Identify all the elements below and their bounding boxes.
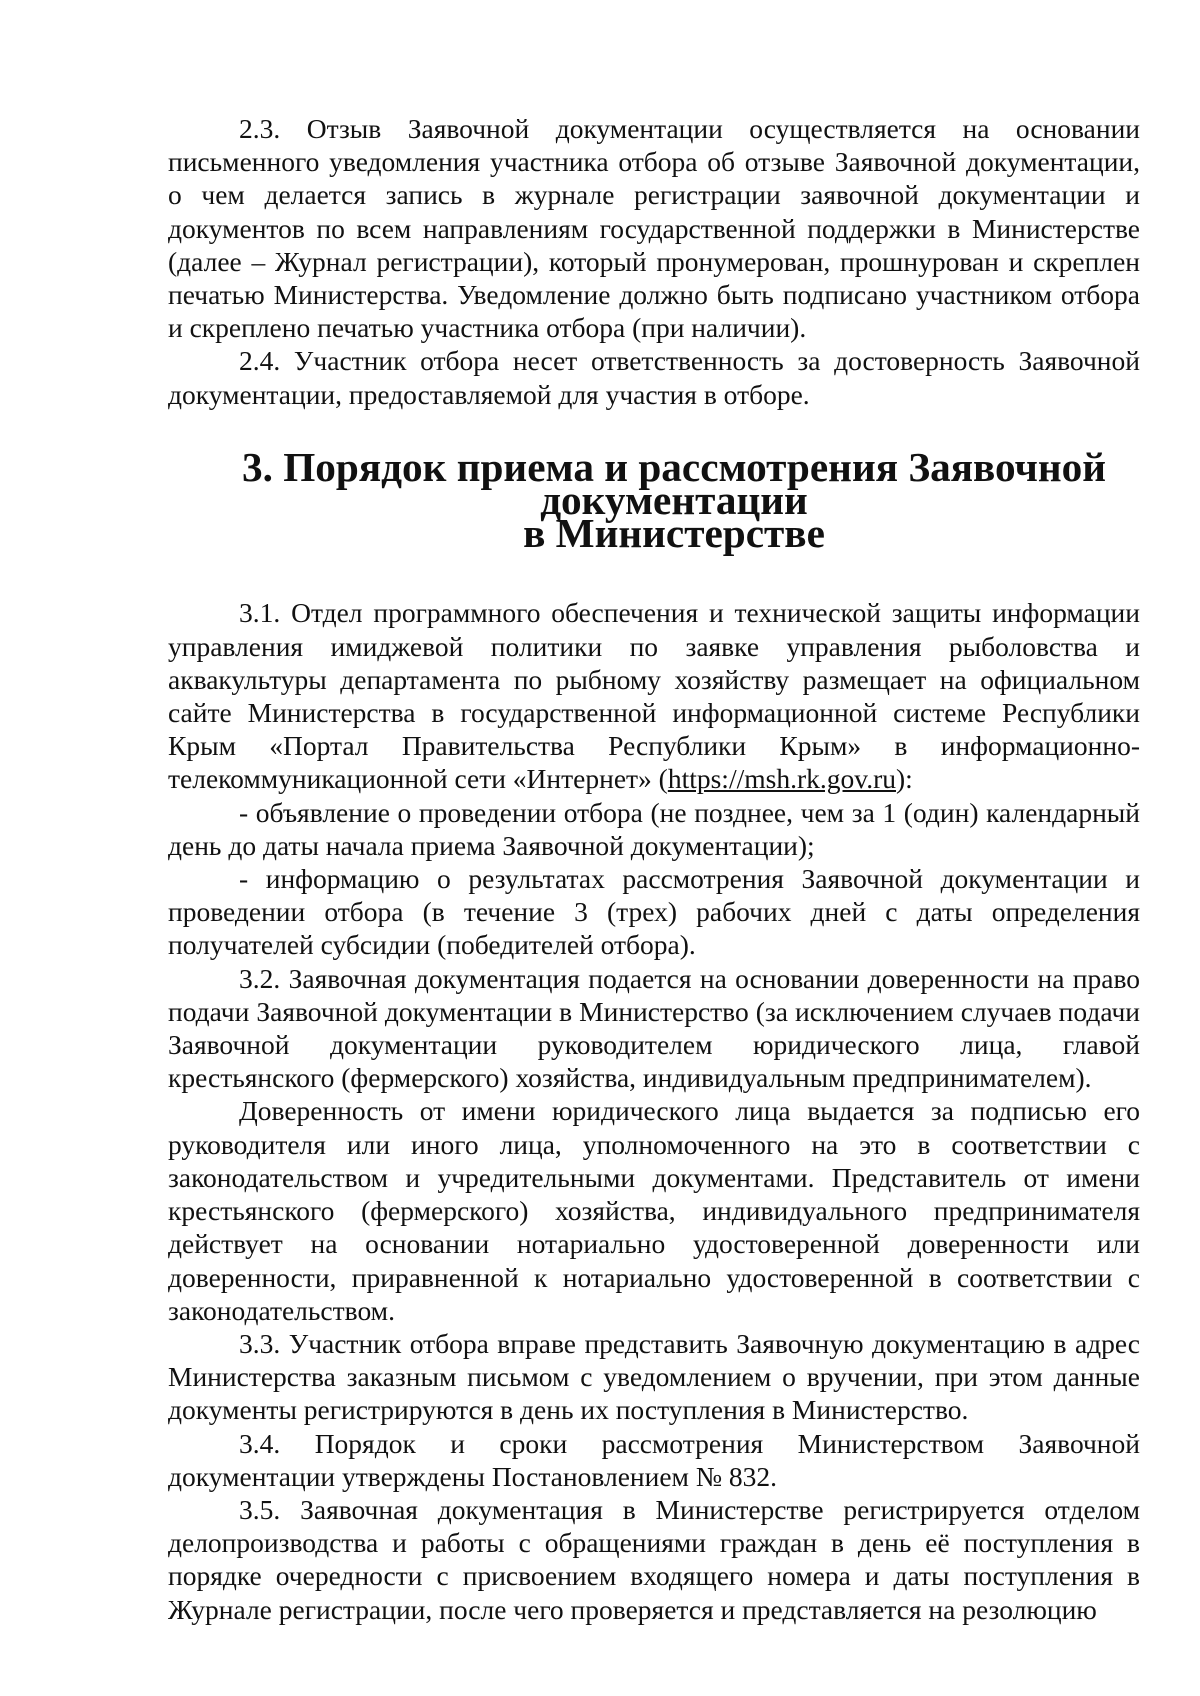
paragraph-3-1-tail: ): bbox=[895, 763, 913, 795]
paragraph-2-4: 2.4. Участник отбора несет ответственность за достоверность Заявочной документации, предоставляемой для участия в отборе. bbox=[168, 345, 1140, 410]
list-item-announcement: - объявление о проведении отбора (не позднее, чем за 1 (один) календарный день до даты начала приема Заявочной документации); bbox=[168, 796, 1140, 861]
portal-link[interactable]: https://msh.rk.gov.ru bbox=[667, 763, 896, 795]
paragraph-3-3: 3.3. Участник отбора вправе представить Заявочную документацию в адрес Министерства заказным письмом с уведомлением о вручении, при этом данные документы регистрируются в день их поступления в Министерство. bbox=[168, 1327, 1140, 1426]
list-item-results-info: - информацию о результатах рассмотрения Заявочной документации и проведении отбора (в течение 3 (трех) рабочих дней с даты определения получателей субсидии (победителей отбора). bbox=[168, 863, 1140, 961]
paragraph-3-2-continued: Доверенность от имени юридического лица выдается за подписью его руководителя или иного лица, уполномоченного на это в соответствии с законодательством и учредительными документами. Представитель от имени крестьянского (фермерского) хозяйства, индивидуального предпринимателя действует на основании нотариально удостоверенной доверенности или доверенности, приравненной к нотариально удостоверенной в соответствии с законодательством. bbox=[168, 1095, 1140, 1326]
paragraph-3-1 bbox=[168, 596, 1140, 795]
section-3-heading bbox=[168, 411, 1140, 597]
section-3-heading-line-1: 3. Порядок приема и рассмотрения Заявочной документации bbox=[241, 443, 1107, 524]
paragraph-3-4: 3.4. Порядок и сроки рассмотрения Министерством Заявочной документации утверждены Постановлением № 832. bbox=[168, 1427, 1140, 1492]
paragraph-2-3: 2.3. Отзыв Заявочной документации осуществляется на основании письменного уведомления участника отбора об отзыве Заявочной документации, о чем делается запись в журнале регистрации заявочной документации и документов по всем направлениям государственной поддержки в Министерстве (далее – Журнал регистрации), который пронумерован, прошнурован и скреплен печатью Министерства. Уведомление должно быть подписано участником отбора и скреплено печатью участника отбора (при наличии). bbox=[168, 113, 1140, 344]
paragraph-3-1-text: 3.1. Отдел программного обеспечения и технической защиты информации управления имиджевой политики по заявке управления рыболовства и аквакультуры департамента по рыбному хозяйству размещает на официальном сайте Министерства в государственной информационной системе Республики Крым «Портал Правительства Республики Крым» в информационно-телекоммуникационной сети «Интернет» ( bbox=[168, 597, 1140, 795]
section-3-heading-line-2: в Министерстве bbox=[523, 510, 825, 557]
paragraph-3-5: 3.5. Заявочная документация в Министерстве регистрируется отделом делопроизводства и работы с обращениями граждан в день её поступления в порядке очередности с присвоением входящего номера и даты поступления в Журнале регистрации, после чего проверяется и представляется на резолюцию bbox=[168, 1493, 1140, 1625]
paragraph-3-2: 3.2. Заявочная документация подается на основании доверенности на право подачи Заявочной документации в Министерство (за исключением случаев подачи Заявочной документации руководителем юридического лица, главой крестьянского (фермерского) хозяйства, индивидуальным предпринимателем). bbox=[168, 962, 1140, 1094]
document-page bbox=[168, 112, 1140, 1626]
